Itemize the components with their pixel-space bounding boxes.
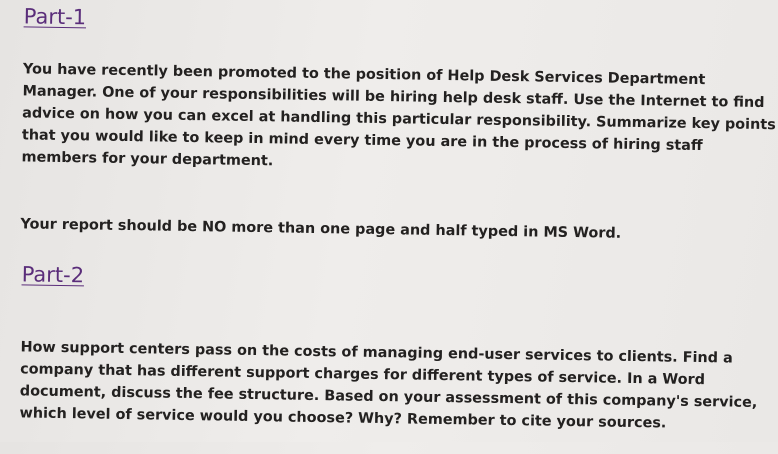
- part1-line-2: Manager. One of your responsibilities will be hiring help desk staff. Use the Internet to find: [22, 83, 765, 112]
- part1-line-5: members for your department.: [21, 149, 274, 170]
- report-note-line: Your report should be NO more than one page and half typed in MS Word.: [20, 216, 622, 242]
- part1-paragraph: [21, 58, 776, 178]
- part2-line-1: How support centers pass on the costs of managing end-user services to clients. Find a: [20, 339, 733, 367]
- part2-heading: Part-2: [21, 262, 85, 288]
- part2-paragraph: [19, 336, 758, 434]
- part2-line-3: document, discuss the fee structure. Based on your assessment of this company's service,: [19, 383, 758, 411]
- part1-line-1: You have recently been promoted to the position of Help Desk Services Department: [22, 61, 706, 89]
- part2-line-2: company that has different support charges for different types of service. In a Word: [20, 361, 706, 389]
- part1-report-note: [20, 213, 688, 245]
- part1-line-3: advice on how you can excel at handling this particular responsibility. Summarize key points: [22, 105, 776, 134]
- part2-line-4: which level of service would you choose? Why? Remember to cite your sources.: [19, 405, 667, 432]
- part1-heading: Part-1: [23, 4, 87, 30]
- part1-line-4: that you would like to keep in mind every time you are in the process of hiring staff: [21, 127, 703, 155]
